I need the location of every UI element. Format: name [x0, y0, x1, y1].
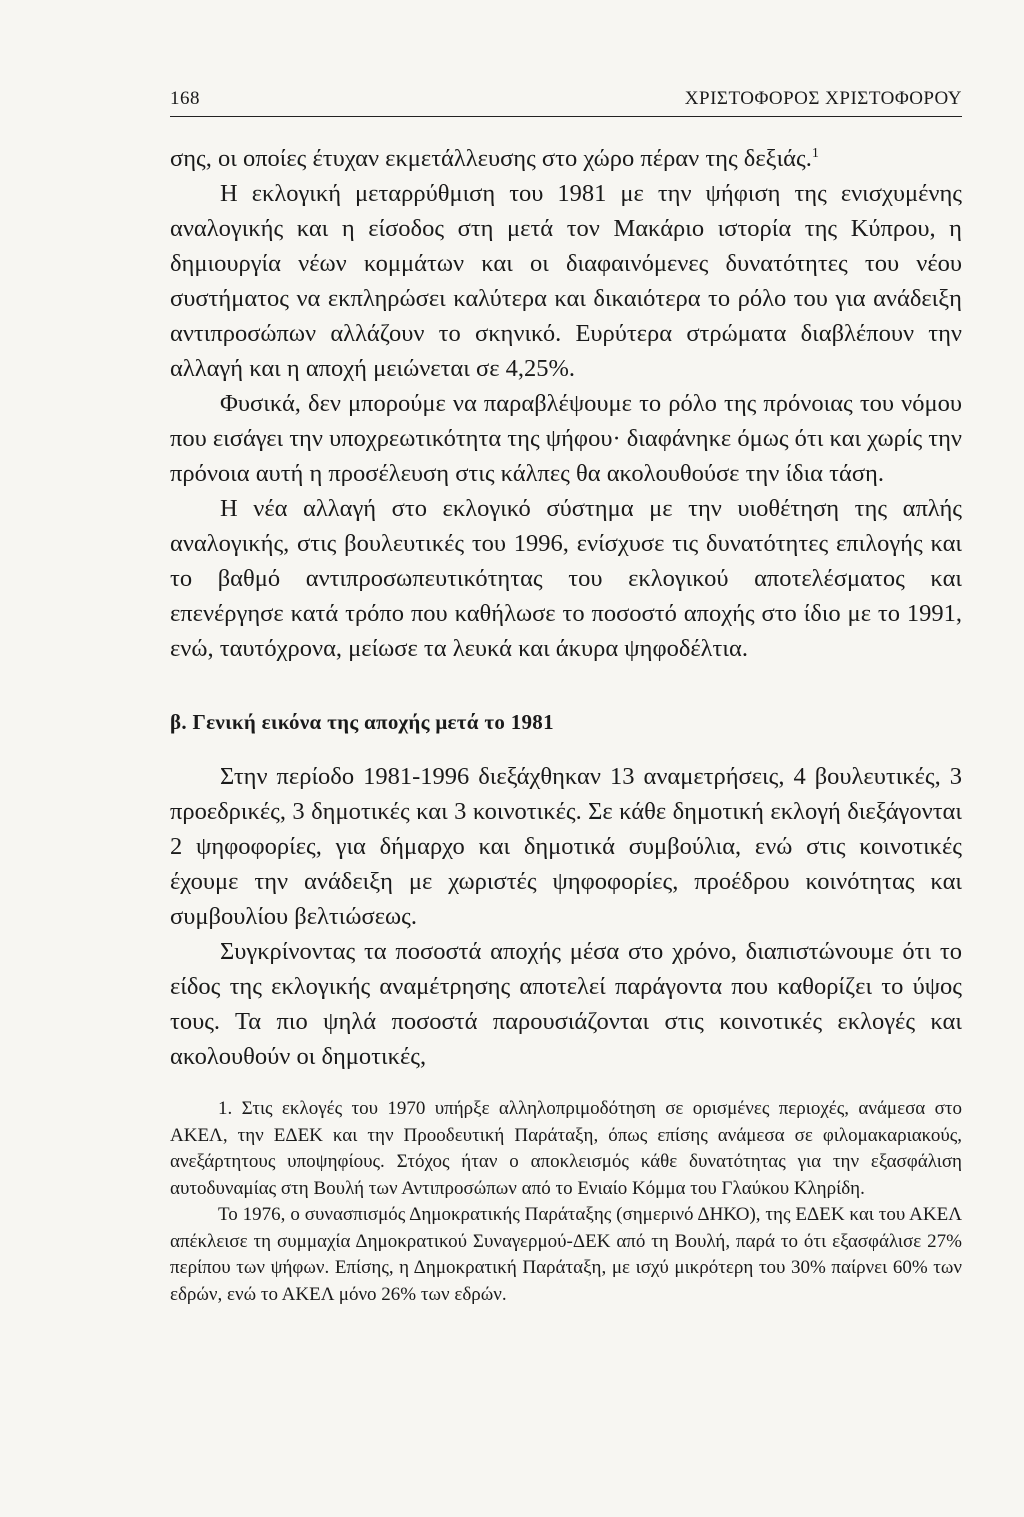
section-text [170, 759, 962, 1074]
main-text [170, 141, 962, 666]
paragraph: Η νέα αλλαγή στο εκλογικό σύστημα με την υιοθέτηση της απλής αναλογικής, στις βουλευτικές του 1996, ενίσχυσε τις δυνατότητες επιλογής και το βαθμό αντιπροσωπευτικότητας του εκλογικού αποτελέσματος και επενέργησε κατά τρόπο που καθήλωσε το ποσοστό αποχής στο ίδιο με το 1991, ενώ, ταυτόχρονα, μείωσε τα λευκά και άκυρα ψηφοδέλτια. [170, 495, 962, 662]
section-heading: β. Γενική εικόνα της αποχής μετά το 1981 [170, 710, 554, 734]
paragraph: Στην περίοδο 1981-1996 διεξάχθηκαν 13 αναμετρήσεις, 4 βουλευτικές, 3 προεδρικές, 3 δημοτικές και 3 κοινοτικές. Σε κάθε δημοτική εκλογή διεξάγονται 2 ψηφοφορίες, για δήμαρχο και δημοτικά συμβούλια, ενώ στις κοινοτικές έχουμε την ανάδειξη με χωριστές ψηφοφορίες, προέδρου κοινότητας και συμβουλίου βελτιώσεως. [170, 763, 962, 930]
running-head [170, 88, 962, 117]
paragraph-text: σης, οι οποίες έτυχαν εκμετάλλευσης στο χώρο πέραν της δεξιάς. [170, 145, 812, 172]
footnote-1: 1. Στις εκλογές του 1970 υπήρξε αλληλοπριμοδότηση σε ορισμένες περιοχές, ανάμεσα στο ΑΚΕΛ, την ΕΔΕΚ και την Προοδευτική Παράταξη, όπως επίσης ανάμεσα σε φιλομακαριακούς, ανεξάρτητους υποψηφίους. Στόχος ήταν ο αποκλεισμός κάθε δυνατότητας για την εξασφάλιση αυτοδυναμίας στη Βουλή των Αντιπροσώπων από το Ενιαίο Κόμμα του Γλαύκου Κληρίδη. [170, 1098, 962, 1199]
running-title: ΧΡΙΣΤΟΦΟΡΟΣ ΧΡΙΣΤΟΦΟΡΟΥ [684, 88, 962, 109]
book-page [170, 88, 962, 1308]
footnote-reference: 1 [811, 145, 819, 161]
footnote-1-continued: Το 1976, ο συνασπισμός Δημοκρατικής Παράταξης (σημερινό ΔΗΚΟ), της ΕΔΕΚ και του ΑΚΕΛ απέκλεισε τη συμμαχία Δημοκρατικού Συναγερμού-ΔΕΚ από τη Βουλή, παρά το ότι εξασφάλισε 27% περίπου των ψήφων. Επίσης, η Δημοκρατική Παράταξη, με ισχύ μικρότερη του 30% παίρνει 60% των εδρών, ενώ το ΑΚΕΛ μόνο 26% των εδρών. [170, 1204, 962, 1305]
page-number: 168 [170, 88, 200, 109]
paragraph: Η εκλογική μεταρρύθμιση του 1981 με την ψήφιση της ενισχυμένης αναλογικής και η είσοδος στη μετά τον Μακάριο ιστορία της Κύπρου, η δημιουργία νέων κομμάτων και οι διαφαινόμενες δυνατότητες του νέου συστήματος να εκπληρώσει καλύτερα και δικαιότερα το ρόλο του για ανάδειξη αντιπροσώπων αλλάζουν το σκηνικό. Ευρύτερα στρώματα διαβλέπουν την αλλαγή και η αποχή μειώνεται σε 4,25%. [170, 180, 962, 382]
paragraph-continuation [170, 141, 962, 176]
paragraph: Φυσικά, δεν μπορούμε να παραβλέψουμε το ρόλο της πρόνοιας του νόμου που εισάγει την υποχρεωτικότητα της ψήφου· διαφάνηκε όμως ότι και χωρίς την πρόνοια αυτή η προσέλευση στις κάλπες θα ακολουθούσε την ίδια τάση. [170, 390, 963, 487]
footnotes [170, 1096, 962, 1308]
paragraph: Συγκρίνοντας τα ποσοστά αποχής μέσα στο χρόνο, διαπιστώνουμε ότι το είδος της εκλογικής αναμέτρησης αποτελεί παράγοντα που καθορίζει το ύψος τους. Τα πιο ψηλά ποσοστά παρουσιάζονται στις κοινοτικές εκλογές και ακολουθούν οι δημοτικές, [170, 938, 962, 1070]
